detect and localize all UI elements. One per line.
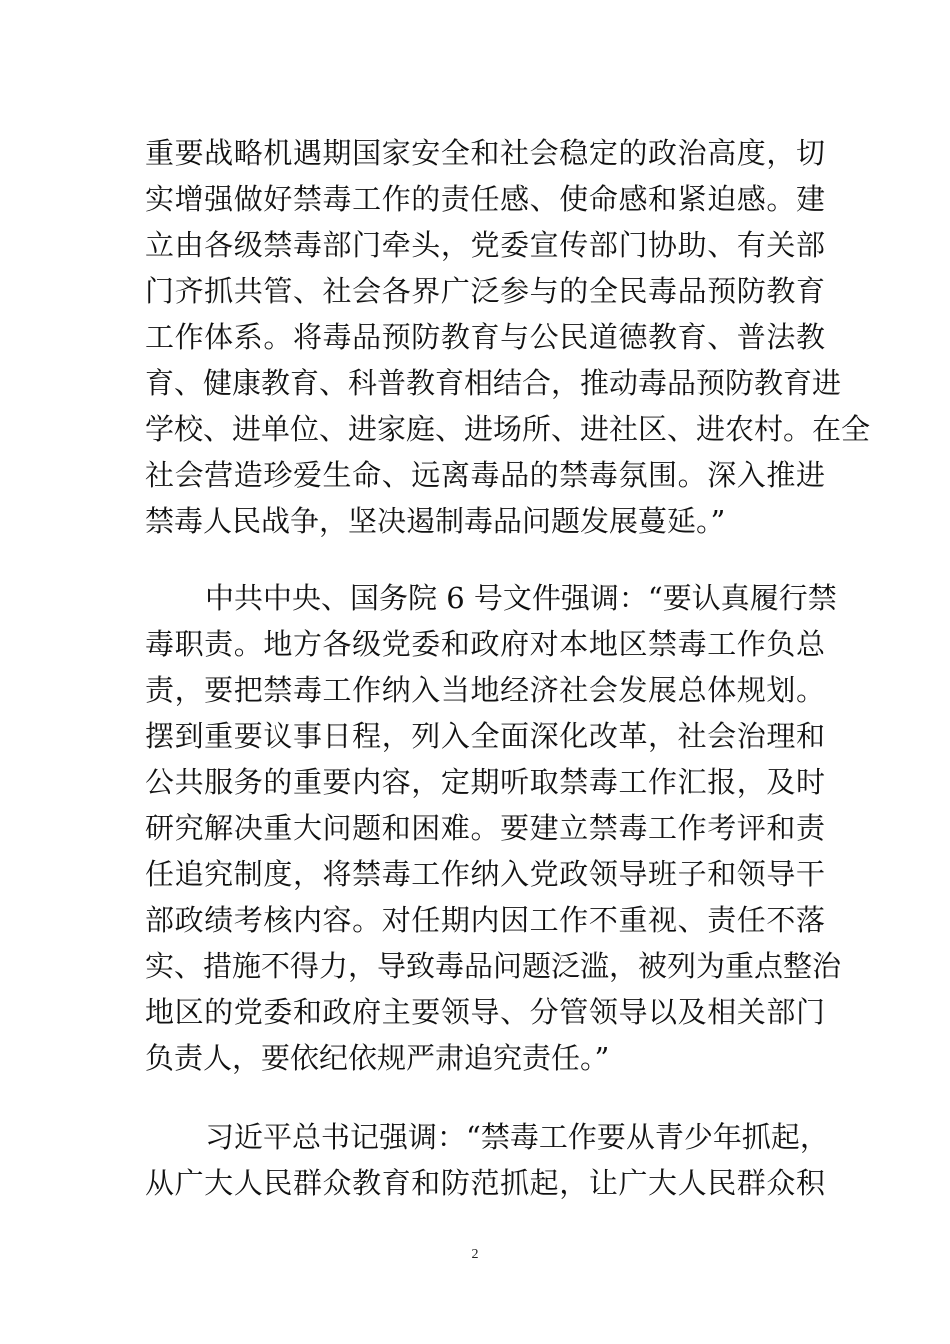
text-line: 地区的党委和政府主要领导、分管领导以及相关部门 xyxy=(145,995,825,1029)
text-line: 毒职责。地方各级党委和政府对本地区禁毒工作负总 xyxy=(145,627,825,661)
text-line: 实、措施不得力，导致毒品问题泛滥，被列为重点整治 xyxy=(145,949,842,983)
text-line: 禁毒人民战争，坚决遏制毒品问题发展蔓延。” xyxy=(145,504,726,538)
text-line: 研究解决重大问题和困难。要建立禁毒工作考评和责 xyxy=(145,811,825,845)
text-line: 责，要把禁毒工作纳入当地经济社会发展总体规划。 xyxy=(145,673,825,707)
text-line: 学校、进单位、进家庭、进场所、进社区、进农村。在全 xyxy=(145,412,871,446)
text-line: 摆到重要议事日程，列入全面深化改革，社会治理和 xyxy=(145,719,825,753)
page-number: 2 xyxy=(471,1247,479,1262)
paragraph-first-line: 中共中央、国务院 6 号文件强调：“要认真履行禁 xyxy=(205,581,837,615)
text-line: 从广大人民群众教育和防范抓起，让广大人民群众积 xyxy=(145,1166,825,1200)
text-line: 立由各级禁毒部门牵头，党委宣传部门协助、有关部 xyxy=(145,228,825,262)
text-line: 公共服务的重要内容，定期听取禁毒工作汇报，及时 xyxy=(145,765,825,799)
text-line: 社会营造珍爱生命、远离毒品的禁毒氛围。深入推进 xyxy=(145,458,825,492)
text-line: 工作体系。将毒品预防教育与公民道德教育、普法教 xyxy=(145,320,825,354)
text-line: 育、健康教育、科普教育相结合，推动毒品预防教育进 xyxy=(145,366,842,400)
text-line: 门齐抓共管、社会各界广泛参与的全民毒品预防教育 xyxy=(145,274,825,308)
text-line: 重要战略机遇期国家安全和社会稳定的政治高度，切 xyxy=(145,136,825,170)
paragraph-first-line: 习近平总书记强调：“禁毒工作要从青少年抓起， xyxy=(205,1120,829,1154)
text-line: 负责人，要依纪依规严肃追究责任。” xyxy=(145,1041,610,1075)
text-line: 实增强做好禁毒工作的责任感、使命感和紧迫感。建 xyxy=(145,182,825,216)
text-line: 任追究制度，将禁毒工作纳入党政领导班子和领导干 xyxy=(145,857,825,891)
text-line: 部政绩考核内容。对任期内因工作不重视、责任不落 xyxy=(145,903,825,937)
